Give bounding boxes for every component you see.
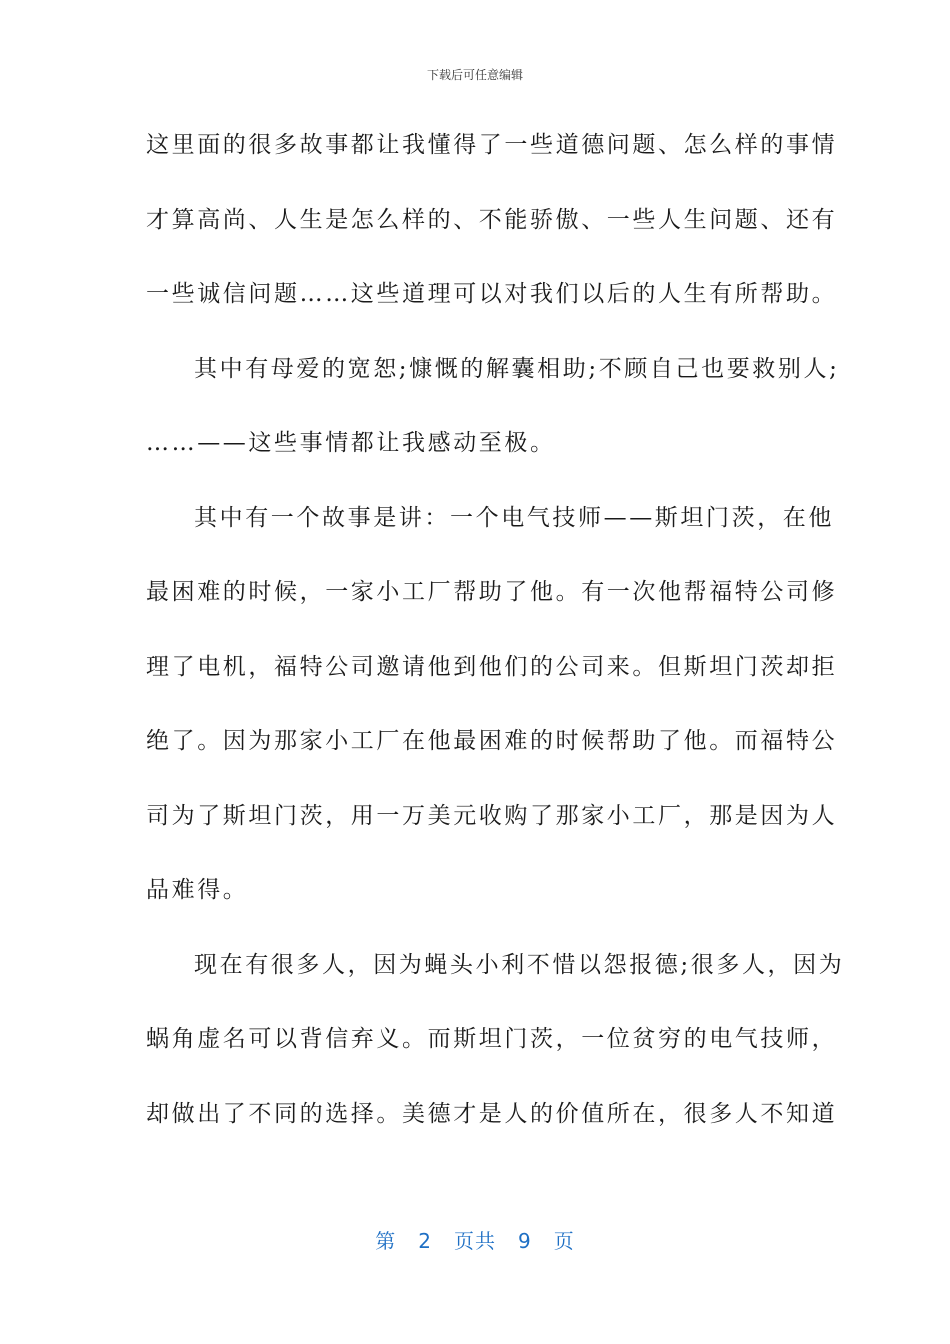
current-page-number: 2 [418,1229,432,1253]
footer-middle: 页共 [454,1229,496,1253]
text-line: 其中有母爱的宽恕;慷慨的解囊相助;不顾自己也要救别人; [194,355,840,382]
document-body [146,123,845,1166]
text-line: 蜗角虚名可以背信弃义。而斯坦门茨，一位贫穷的电气技师， [146,1026,838,1052]
footer-suffix: 页 [553,1229,575,1253]
text-line: 才算高尚、人生是怎么样的、不能骄傲、一些人生问题、还有 [146,206,838,233]
text-line: 现在有很多人，因为蝇头小利不惜以怨报德;很多人，因为 [194,951,845,978]
footer-prefix: 第 [375,1229,397,1253]
text-line: 一些诚信问题……这些道理可以对我们以后的人生有所帮助。 [146,281,838,307]
page-header: 下载后可任意编辑 [426,68,523,82]
paragraph-2 [146,347,840,496]
text-line: 司为了斯坦门茨，用一万美元收购了那家小工厂，那是因为人 [146,802,838,829]
page-footer [0,1225,950,1254]
paragraph-3 [146,496,838,943]
text-line: 绝了。因为那家小工厂在他最困难的时候帮助了他。而福特公 [146,728,838,754]
paragraph-1 [146,123,838,347]
text-line: 其中有一个故事是讲：一个电气技师——斯坦门茨，在他 [194,504,834,531]
text-line: 品难得。 [146,877,249,903]
text-line: ……——这些事情都让我感动至极。 [146,430,556,456]
text-line: 最困难的时候，一家小工厂帮助了他。有一次他帮福特公司修 [146,579,838,605]
text-line: 理了电机，福特公司邀请他到他们的公司来。但斯坦门茨却拒 [146,653,838,680]
text-line: 却做出了不同的选择。美德才是人的价值所在，很多人不知道 [146,1100,838,1127]
text-line: 这里面的很多故事都让我懂得了一些道德问题、怎么样的事情 [146,132,838,158]
paragraph-4 [146,943,845,1167]
total-pages-number: 9 [518,1229,532,1253]
